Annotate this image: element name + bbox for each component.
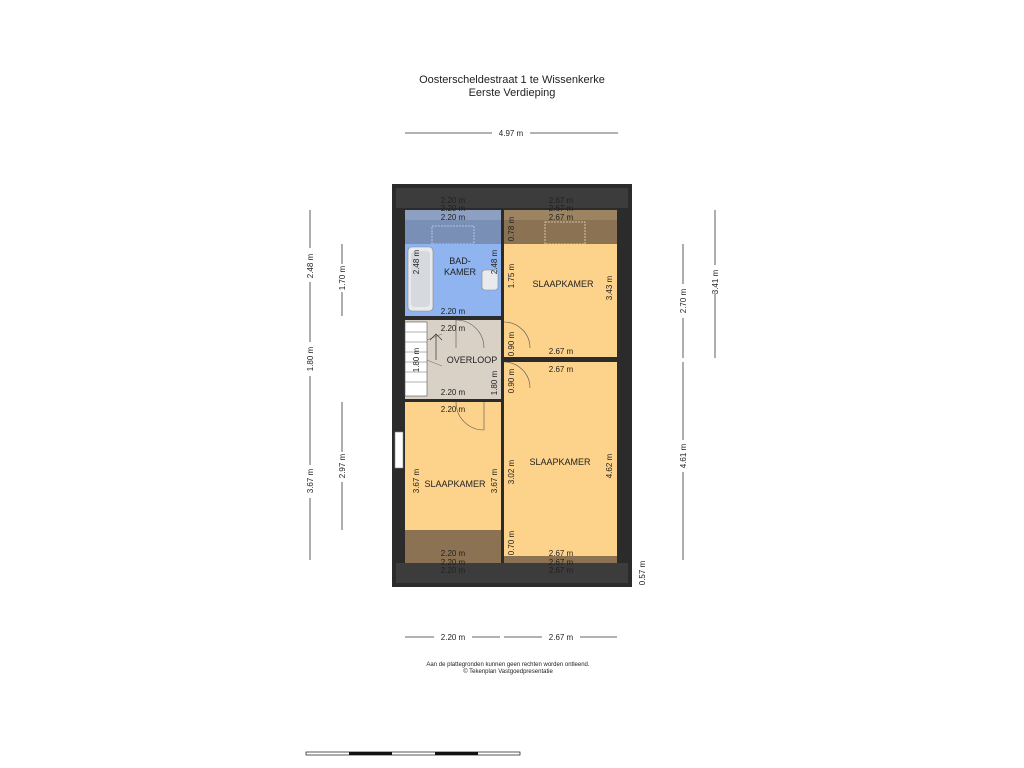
landing-label: OVERLOOP — [446, 355, 498, 365]
dim-roof-left-2: 2.20 m — [440, 204, 466, 213]
dim-roof-br-1: 2.67 m — [548, 558, 574, 567]
dim-landing-h2: 1.80 m — [490, 370, 499, 396]
dim-door-1: 0.90 m — [507, 331, 516, 357]
bedroom-left — [395, 402, 501, 530]
dim-landing-bottom: 2.20 m — [440, 388, 466, 397]
dim-left-outer-mid: 1.80 m — [306, 346, 315, 372]
plan-subtitle: Eerste Verdieping — [468, 87, 556, 99]
dim-bath-h-left: 2.48 m — [412, 249, 421, 275]
copyright-text: © Tekenplan Vastgoedpresentatie — [463, 669, 553, 675]
bedroom-right-label: SLAAPKAMER — [529, 457, 591, 467]
bedroom-top-label: SLAAPKAMER — [532, 279, 594, 289]
dim-door-2: 0.90 m — [507, 368, 516, 394]
roof-bottom-strip — [396, 563, 628, 583]
dim-bed-right-bottom: 2.67 m — [548, 549, 574, 558]
dim-bed-left-h-right: 3.67 m — [490, 468, 499, 494]
bathroom-label-1: BAD- — [449, 256, 471, 266]
dim-bath-h-right: 2.48 m — [490, 249, 499, 275]
dim-bed-top-bottom: 2.67 m — [548, 347, 574, 356]
dim-bed-right-top: 2.67 m — [548, 365, 574, 374]
dim-right-bottom: 0.57 m — [638, 560, 647, 586]
dim-bed-left-bottom: 2.20 m — [440, 549, 466, 558]
dim-bed-left-top: 2.20 m — [440, 405, 466, 414]
dim-bed-top-h-left: 1.75 m — [507, 263, 516, 289]
dim-left-inner-bottom: 2.97 m — [338, 453, 347, 479]
dim-roof-left-3: 2.20 m — [440, 213, 466, 222]
dim-landing-h: 1.80 m — [412, 347, 421, 373]
bedroom-top — [504, 244, 617, 357]
dim-right-inner-top: 2.70 m — [679, 288, 688, 314]
dim-roof-bl-2: 2.20 m — [440, 566, 466, 575]
plan-title: Oosterscheldestraat 1 te Wissenkerke — [419, 74, 605, 86]
dim-roof-br-2: 2.67 m — [548, 566, 574, 575]
window-left — [395, 432, 403, 468]
dim-bottom-right: 2.67 m — [548, 633, 574, 642]
bathroom-label-2: KAMER — [443, 267, 477, 277]
bedroom-right — [504, 362, 617, 556]
dim-bed-right-h-low: 0.70 m — [507, 530, 516, 556]
dim-landing-top: 2.20 m — [440, 324, 466, 333]
right-dimensions — [683, 210, 715, 560]
dim-bed-right-h-left: 3.02 m — [507, 459, 516, 485]
dim-bed-left-h-left: 3.67 m — [412, 468, 421, 494]
overall-top-label: 4.97 m — [498, 129, 524, 138]
scale-bar — [306, 752, 520, 755]
dim-roof-right-2: 2.67 m — [548, 204, 574, 213]
dim-roof-left-1: 2.20 m — [440, 196, 466, 205]
dim-left-outer-bottom: 3.67 m — [306, 468, 315, 494]
dim-roof-bl-1: 2.20 m — [440, 558, 466, 567]
overall-top-dimension — [405, 129, 618, 138]
dim-bottom-left: 2.20 m — [440, 633, 466, 642]
dim-bed-top-h-right: 3.43 m — [605, 275, 614, 301]
dim-roof-right-3: 2.67 m — [548, 213, 574, 222]
dim-bed-right-h-right: 4.62 m — [605, 453, 614, 479]
dim-right-inner-bottom: 4.61 m — [679, 443, 688, 469]
disclaimer-text: Aan de plattegronden kunnen geen rechten worden ontleend. — [426, 662, 590, 668]
bottom-dimensions — [405, 633, 617, 642]
dim-roof-right-1: 2.67 m — [548, 196, 574, 205]
dim-left-outer-top: 2.48 m — [306, 253, 315, 279]
roof-top-strip — [396, 188, 628, 208]
dim-bath-bottom: 2.20 m — [440, 307, 466, 316]
dim-right-outer-top: 3.41 m — [711, 269, 720, 295]
bedroom-left-label: SLAAPKAMER — [424, 479, 486, 489]
dim-left-inner-top: 1.70 m — [338, 265, 347, 291]
dim-bed-top-h-upper: 0.78 m — [507, 216, 516, 242]
